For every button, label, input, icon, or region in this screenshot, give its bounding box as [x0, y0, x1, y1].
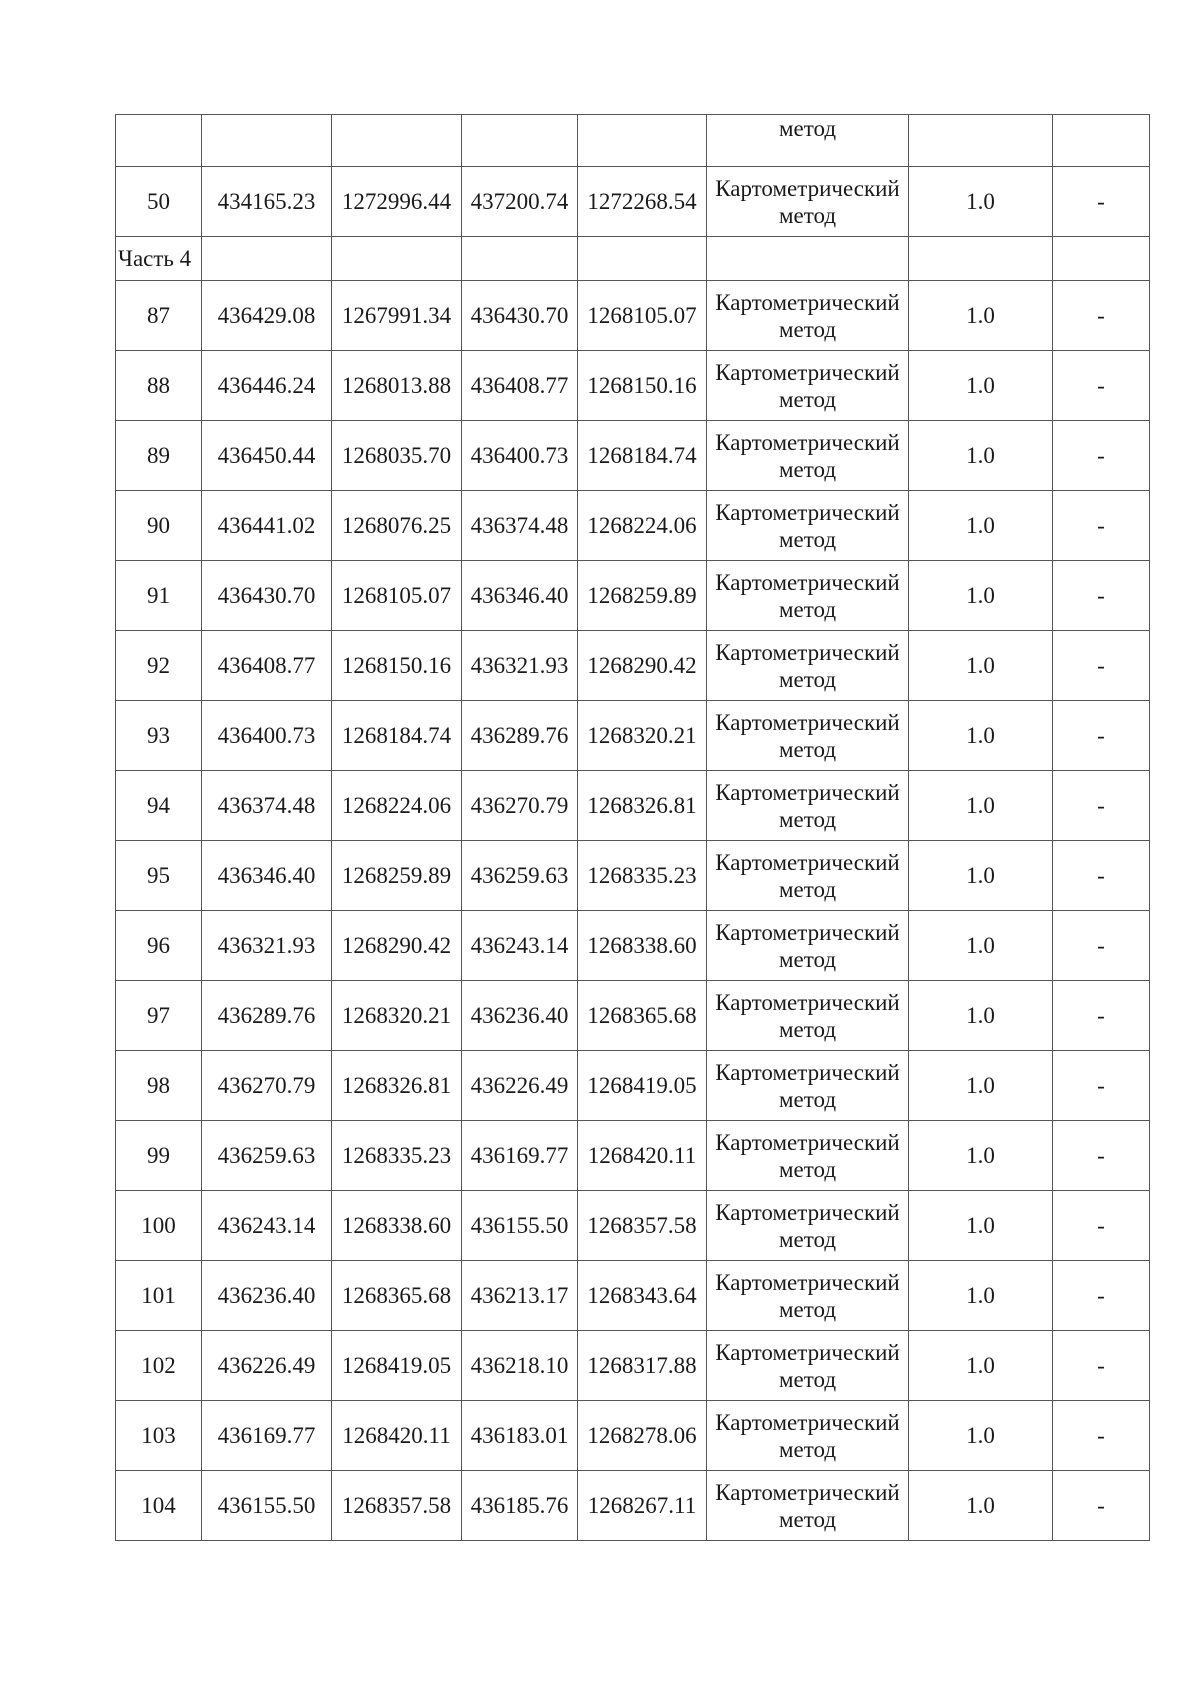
table-row: [116, 167, 1150, 237]
table-row: [116, 421, 1150, 491]
cell-precision: 1.0: [909, 1051, 1053, 1121]
cell-extra: [1053, 115, 1150, 167]
part-label: Часть 4: [116, 237, 202, 281]
cell-y1: 1267991.34: [332, 281, 462, 351]
cell-extra: -: [1053, 771, 1150, 841]
method-line-2: метод: [778, 1366, 837, 1392]
table-row: [116, 771, 1150, 841]
method-line-2: метод: [778, 1436, 837, 1462]
cell-method: метод: [707, 115, 909, 167]
cell-x1: 436441.02: [202, 491, 332, 561]
method-line-1: Картометрический: [715, 429, 900, 455]
cell-y2: 1268320.21: [578, 701, 707, 771]
method-line-2: метод: [778, 1506, 837, 1532]
empty-cell: [578, 237, 707, 281]
cell-extra: -: [1053, 1401, 1150, 1471]
cell-num: 88: [116, 351, 202, 421]
cell-x2: 436270.79: [462, 771, 578, 841]
cell-extra: -: [1053, 421, 1150, 491]
cell-method: [707, 421, 909, 491]
cell-x1: 436450.44: [202, 421, 332, 491]
cell-x2: 436169.77: [462, 1121, 578, 1191]
cell-x1: 436169.77: [202, 1401, 332, 1471]
method-line-2: метод: [778, 202, 837, 228]
cell-precision: 1.0: [909, 911, 1053, 981]
method-line-2: метод: [778, 1296, 837, 1322]
cell-num: 89: [116, 421, 202, 491]
cell-y2: 1268365.68: [578, 981, 707, 1051]
cell-y1: 1268150.16: [332, 631, 462, 701]
cell-precision: 1.0: [909, 771, 1053, 841]
cell-num: 101: [116, 1261, 202, 1331]
method-line-2: метод: [778, 736, 837, 762]
table-row: [116, 631, 1150, 701]
cell-method: [707, 771, 909, 841]
method-line-2: метод: [778, 806, 837, 832]
cell-method: [707, 1051, 909, 1121]
method-line-1: Картометрический: [715, 289, 900, 315]
cell-extra: -: [1053, 1051, 1150, 1121]
method-line-1: Картометрический: [715, 849, 900, 875]
method-line-2: метод: [778, 946, 837, 972]
cell-extra: -: [1053, 167, 1150, 237]
empty-cell: [707, 237, 909, 281]
cell-x1: 436430.70: [202, 561, 332, 631]
cell-x1: 436155.50: [202, 1471, 332, 1541]
cell-x2: 436400.73: [462, 421, 578, 491]
cell-x1: [202, 115, 332, 167]
method-line-2: метод: [778, 596, 837, 622]
cell-num: 95: [116, 841, 202, 911]
cell-x2: 436321.93: [462, 631, 578, 701]
table-row: [116, 491, 1150, 561]
cell-y2: 1268259.89: [578, 561, 707, 631]
cell-x2: 436243.14: [462, 911, 578, 981]
table-row: [116, 1191, 1150, 1261]
empty-cell: [202, 237, 332, 281]
method-line-2: метод: [778, 526, 837, 552]
method-line-2: метод: [778, 316, 837, 342]
cell-y1: 1268076.25: [332, 491, 462, 561]
cell-y2: 1268184.74: [578, 421, 707, 491]
cell-precision: 1.0: [909, 701, 1053, 771]
cell-y1: 1268259.89: [332, 841, 462, 911]
empty-cell: [332, 237, 462, 281]
cell-precision: 1.0: [909, 1191, 1053, 1261]
cell-extra: -: [1053, 351, 1150, 421]
cell-extra: -: [1053, 911, 1150, 981]
table-row: [116, 1261, 1150, 1331]
cell-y1: 1268326.81: [332, 1051, 462, 1121]
table-row: [116, 981, 1150, 1051]
cell-x2: 436155.50: [462, 1191, 578, 1261]
cell-x2: 436183.01: [462, 1401, 578, 1471]
cell-y1: 1268338.60: [332, 1191, 462, 1261]
cell-y2: [578, 115, 707, 167]
cell-x2: 437200.74: [462, 167, 578, 237]
cell-num: 87: [116, 281, 202, 351]
cell-precision: 1.0: [909, 491, 1053, 561]
cell-x2: 436430.70: [462, 281, 578, 351]
cell-x1: 436374.48: [202, 771, 332, 841]
cell-x2: 436236.40: [462, 981, 578, 1051]
cell-y1: 1268420.11: [332, 1401, 462, 1471]
cell-extra: -: [1053, 841, 1150, 911]
cell-precision: 1.0: [909, 1261, 1053, 1331]
method-line-1: Картометрический: [715, 1059, 900, 1085]
cell-y2: 1268150.16: [578, 351, 707, 421]
cell-extra: -: [1053, 1191, 1150, 1261]
method-line-1: Картометрический: [715, 359, 900, 385]
cell-precision: 1.0: [909, 981, 1053, 1051]
cell-y1: 1268365.68: [332, 1261, 462, 1331]
cell-num: 93: [116, 701, 202, 771]
cell-precision: [909, 115, 1053, 167]
cell-x1: 436321.93: [202, 911, 332, 981]
cell-method: [707, 911, 909, 981]
cell-num: 50: [116, 167, 202, 237]
cell-num: 98: [116, 1051, 202, 1121]
cell-extra: -: [1053, 281, 1150, 351]
cell-y1: 1268419.05: [332, 1331, 462, 1401]
cell-y1: 1268357.58: [332, 1471, 462, 1541]
cell-method: [707, 1121, 909, 1191]
cell-y1: [332, 115, 462, 167]
table-row: [116, 1331, 1150, 1401]
cell-precision: 1.0: [909, 281, 1053, 351]
method-line-1: Картометрический: [715, 499, 900, 525]
cell-y1: 1268105.07: [332, 561, 462, 631]
cell-precision: 1.0: [909, 421, 1053, 491]
cell-y2: 1268105.07: [578, 281, 707, 351]
table-row: [116, 561, 1150, 631]
cell-x1: 436226.49: [202, 1331, 332, 1401]
cell-x2: 436185.76: [462, 1471, 578, 1541]
cell-method: [707, 701, 909, 771]
cell-y2: 1268343.64: [578, 1261, 707, 1331]
cell-extra: -: [1053, 491, 1150, 561]
cell-y2: 1268267.11: [578, 1471, 707, 1541]
cell-num: 99: [116, 1121, 202, 1191]
method-line-1: Картометрический: [715, 989, 900, 1015]
method-line-1: Картометрический: [715, 779, 900, 805]
cell-extra: -: [1053, 701, 1150, 771]
cell-precision: 1.0: [909, 1471, 1053, 1541]
cell-y2: 1268420.11: [578, 1121, 707, 1191]
cell-x1: 436243.14: [202, 1191, 332, 1261]
cell-num: 90: [116, 491, 202, 561]
cell-num: 96: [116, 911, 202, 981]
empty-cell: [909, 237, 1053, 281]
cell-num: 102: [116, 1331, 202, 1401]
cell-x2: 436218.10: [462, 1331, 578, 1401]
cell-precision: 1.0: [909, 631, 1053, 701]
cell-method: [707, 561, 909, 631]
cell-x1: 436400.73: [202, 701, 332, 771]
cell-method: [707, 841, 909, 911]
method-line-1: Картометрический: [715, 1339, 900, 1365]
cell-extra: -: [1053, 1331, 1150, 1401]
cell-extra: -: [1053, 1121, 1150, 1191]
table-row: [116, 1121, 1150, 1191]
table-row: [116, 911, 1150, 981]
method-line-1: Картометрический: [715, 1479, 900, 1505]
method-line-2: метод: [778, 386, 837, 412]
method-line-2: метод: [778, 1156, 837, 1182]
coordinates-table: [115, 114, 1150, 1541]
cell-precision: 1.0: [909, 1121, 1053, 1191]
cell-x1: 436259.63: [202, 1121, 332, 1191]
cell-extra: -: [1053, 1471, 1150, 1541]
method-line-1: Картометрический: [715, 175, 900, 201]
table-row: [116, 841, 1150, 911]
empty-cell: [462, 237, 578, 281]
cell-extra: -: [1053, 631, 1150, 701]
cell-y2: 1268317.88: [578, 1331, 707, 1401]
table-row: [116, 1471, 1150, 1541]
cell-method: [707, 631, 909, 701]
cell-num: [116, 115, 202, 167]
method-line-1: Картометрический: [715, 1129, 900, 1155]
cell-x2: 436408.77: [462, 351, 578, 421]
cell-method: [707, 981, 909, 1051]
cell-method: [707, 351, 909, 421]
cell-x2: [462, 115, 578, 167]
cell-y2: 1268419.05: [578, 1051, 707, 1121]
cell-num: 97: [116, 981, 202, 1051]
cell-extra: -: [1053, 561, 1150, 631]
method-line-1: Картометрический: [715, 709, 900, 735]
cell-x2: 436226.49: [462, 1051, 578, 1121]
cell-precision: 1.0: [909, 561, 1053, 631]
cell-x1: 434165.23: [202, 167, 332, 237]
cell-y2: 1268224.06: [578, 491, 707, 561]
cell-extra: -: [1053, 981, 1150, 1051]
cell-y1: 1268013.88: [332, 351, 462, 421]
cell-y2: 1268335.23: [578, 841, 707, 911]
cell-num: 100: [116, 1191, 202, 1261]
cell-method: [707, 491, 909, 561]
method-line-2: метод: [778, 876, 837, 902]
cell-y2: 1272268.54: [578, 167, 707, 237]
method-line-1: Картометрический: [715, 569, 900, 595]
cell-num: 103: [116, 1401, 202, 1471]
table-body: [116, 115, 1150, 1541]
cell-x2: 436259.63: [462, 841, 578, 911]
cell-x1: 436429.08: [202, 281, 332, 351]
cell-x1: 436289.76: [202, 981, 332, 1051]
cell-precision: 1.0: [909, 1331, 1053, 1401]
cell-x2: 436374.48: [462, 491, 578, 561]
cell-precision: 1.0: [909, 841, 1053, 911]
cell-x1: 436408.77: [202, 631, 332, 701]
cell-method: [707, 1261, 909, 1331]
cell-num: 94: [116, 771, 202, 841]
cell-y2: 1268278.06: [578, 1401, 707, 1471]
method-line-1: Картометрический: [715, 639, 900, 665]
method-line-2: метод: [778, 1086, 837, 1112]
method-line-1: Картометрический: [715, 1269, 900, 1295]
cell-num: 91: [116, 561, 202, 631]
cell-y1: 1268224.06: [332, 771, 462, 841]
cell-extra: -: [1053, 1261, 1150, 1331]
table-row-continued: [116, 115, 1150, 167]
cell-x2: 436213.17: [462, 1261, 578, 1331]
method-line-2: метод: [778, 456, 837, 482]
cell-method: [707, 167, 909, 237]
cell-precision: 1.0: [909, 1401, 1053, 1471]
cell-x2: 436346.40: [462, 561, 578, 631]
cell-method: [707, 281, 909, 351]
cell-x2: 436289.76: [462, 701, 578, 771]
method-line-1: Картометрический: [715, 1199, 900, 1225]
cell-y1: 1268335.23: [332, 1121, 462, 1191]
empty-cell: [1053, 237, 1150, 281]
cell-precision: 1.0: [909, 167, 1053, 237]
cell-method: [707, 1331, 909, 1401]
cell-y2: 1268326.81: [578, 771, 707, 841]
part-heading-row: [116, 237, 1150, 281]
cell-y2: 1268290.42: [578, 631, 707, 701]
cell-y1: 1268184.74: [332, 701, 462, 771]
method-line-2: метод: [778, 666, 837, 692]
cell-y2: 1268357.58: [578, 1191, 707, 1261]
cell-y1: 1268320.21: [332, 981, 462, 1051]
method-line-2: метод: [778, 1226, 837, 1252]
cell-num: 92: [116, 631, 202, 701]
cell-y1: 1272996.44: [332, 167, 462, 237]
cell-method: [707, 1401, 909, 1471]
table-row: [116, 1401, 1150, 1471]
cell-x1: 436446.24: [202, 351, 332, 421]
cell-method: [707, 1191, 909, 1261]
cell-x1: 436346.40: [202, 841, 332, 911]
table-row: [116, 281, 1150, 351]
cell-y2: 1268338.60: [578, 911, 707, 981]
method-line-2: метод: [778, 1016, 837, 1042]
table-row: [116, 1051, 1150, 1121]
cell-x1: 436270.79: [202, 1051, 332, 1121]
cell-x1: 436236.40: [202, 1261, 332, 1331]
cell-num: 104: [116, 1471, 202, 1541]
table-row: [116, 351, 1150, 421]
method-line-1: Картометрический: [715, 1409, 900, 1435]
table-row: [116, 701, 1150, 771]
cell-y1: 1268035.70: [332, 421, 462, 491]
method-line-1: Картометрический: [715, 919, 900, 945]
cell-method: [707, 1471, 909, 1541]
cell-y1: 1268290.42: [332, 911, 462, 981]
cell-precision: 1.0: [909, 351, 1053, 421]
